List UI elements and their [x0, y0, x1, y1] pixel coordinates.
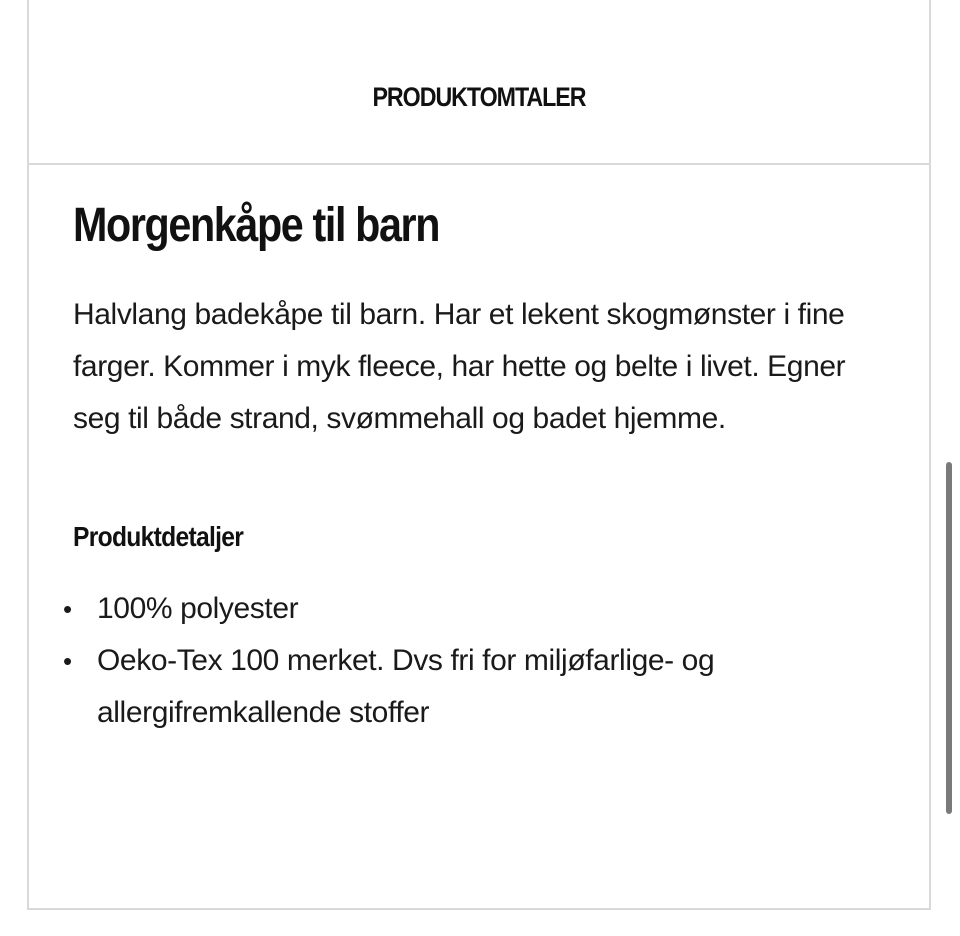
product-title: Morgenkåpe til barn: [73, 199, 440, 252]
product-description: Halvlang badekåpe til barn. Har et lekent skogmønster i fine farger. Kommer i myk fleece, har hette og belte i livet. Egner seg til både strand, svømmehall og badet hjemme.: [73, 297, 846, 435]
bullet-icon: •: [63, 593, 72, 624]
details-list: [29, 583, 829, 739]
details-heading: Produktdetaljer: [73, 520, 244, 552]
product-content: [63, 199, 903, 739]
bullet-icon: •: [63, 645, 72, 676]
list-item: [29, 583, 829, 635]
list-item-text: Oeko-Tex 100 merket. Dvs fri for miljøfarlige- og allergifremkallende stoffer: [97, 643, 715, 729]
list-item-text: 100% polyester: [97, 591, 299, 625]
tab-header[interactable]: [29, 0, 929, 165]
list-item: [29, 635, 829, 739]
product-description-panel: [27, 0, 931, 910]
tab-label-produktomtaler[interactable]: PRODUKTOMTALER: [372, 82, 586, 112]
vertical-scrollbar[interactable]: [946, 462, 952, 814]
